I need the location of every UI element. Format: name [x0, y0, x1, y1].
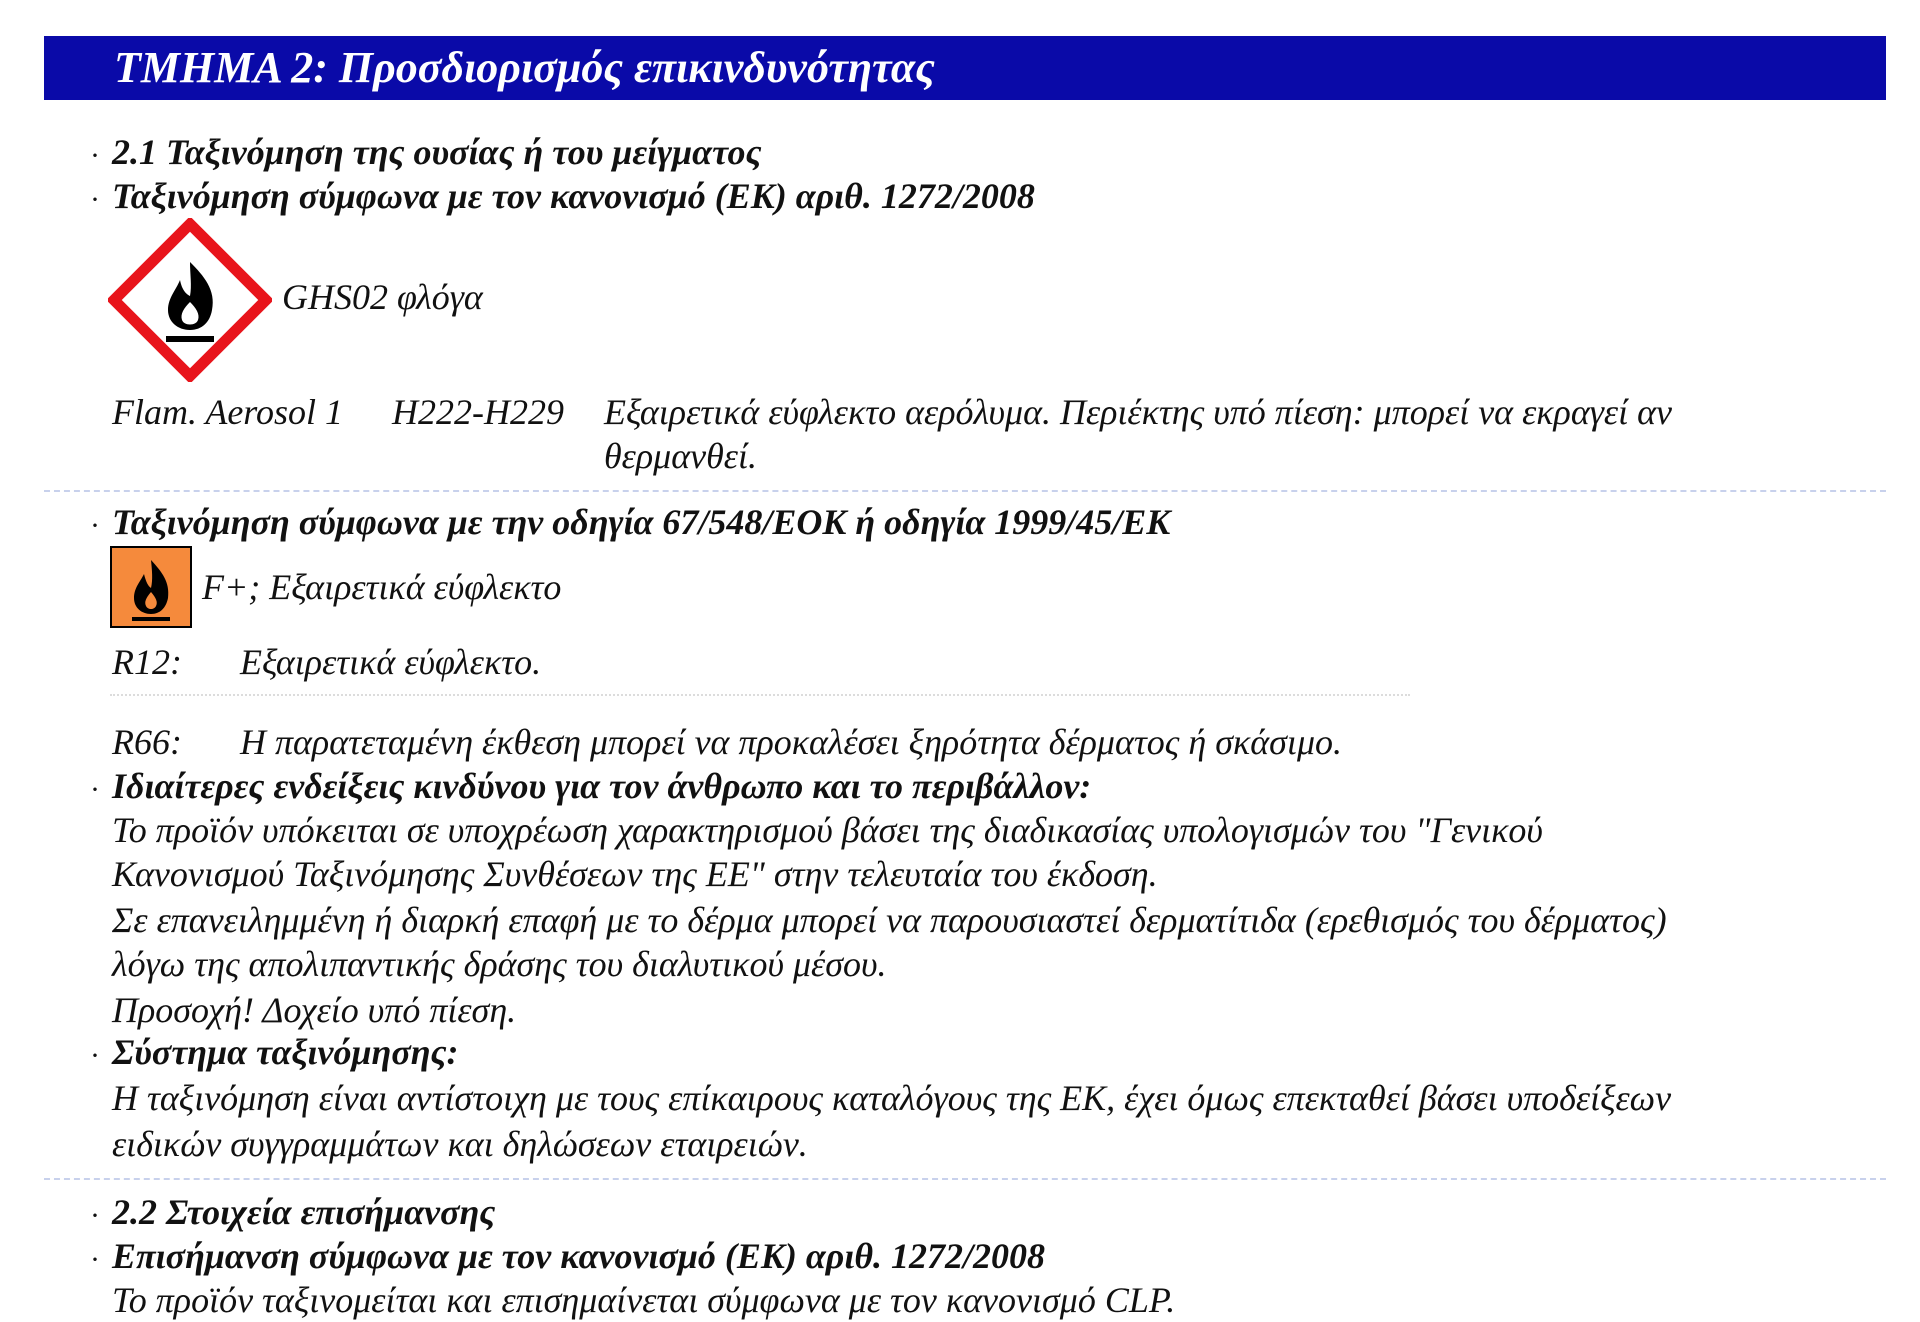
- row-divider: [110, 694, 1410, 696]
- hazard-codes: H222-H229: [392, 392, 564, 432]
- bullet: ·: [90, 183, 100, 216]
- bullet: ·: [90, 139, 100, 172]
- clp-classification-heading: Ταξινόμηση σύμφωνα με τον κανονισμό (ΕΚ) αριθ. 1272/2008: [112, 176, 1035, 216]
- hazard-text-line1: Εξαιρετικά εύφλεκτο αερόλυμα. Περιέκτης υπό πίεση: μπορεί να εκραγεί αν: [604, 392, 1672, 432]
- flame-diamond-icon: [108, 218, 272, 382]
- bullet: ·: [90, 1039, 100, 1072]
- bullet: ·: [90, 773, 100, 806]
- section-header: [44, 36, 1886, 100]
- special-hazards-line: Σε επανειλημμένη ή διαρκή επαφή με το δέρμα μπορεί να παρουσιαστεί δερματίτιδα (ερεθισμός του δέρματος): [112, 900, 1667, 940]
- classification-system-line: ειδικών συγγραμμάτων και δηλώσεων εταιρειών.: [112, 1124, 808, 1164]
- ghs-pictogram-label: GHS02 φλόγα: [282, 277, 483, 317]
- labelling-heading: 2.2 Στοιχεία επισήμανσης: [112, 1192, 496, 1232]
- special-hazards-line: Το προϊόν υπόκειται σε υποχρέωση χαρακτηρισμού βάσει της διαδικασίας υπολογισμών του "Γενικού: [112, 810, 1543, 850]
- section-divider: [44, 1178, 1886, 1180]
- bullet: ·: [90, 509, 100, 542]
- dsd-pictogram-label: F+; Εξαιρετικά εύφλεκτο: [202, 567, 562, 607]
- dsd-classification-heading: Ταξινόμηση σύμφωνα με την οδηγία 67/548/ΕΟΚ ή οδηγία 1999/45/ΕΚ: [112, 502, 1171, 542]
- r-phrase-code: R12:: [112, 642, 182, 682]
- classification-system-line: Η ταξινόμηση είναι αντίστοιχη με τους επίκαιρους καταλόγους της ΕΚ, έχει όμως επεκταθεί βάσει υποδείξεων: [112, 1078, 1672, 1118]
- special-hazards-line: Προσοχή! Δοχείο υπό πίεση.: [112, 990, 517, 1030]
- bullet: ·: [90, 1199, 100, 1232]
- clp-labelling-heading: Επισήμανση σύμφωνα με τον κανονισμό (ΕΚ) αριθ. 1272/2008: [112, 1236, 1046, 1276]
- r-phrase-text: Η παρατεταμένη έκθεση μπορεί να προκαλέσει ξηρότητα δέρματος ή σκάσιμο.: [240, 722, 1343, 762]
- classification-system-heading: Σύστημα ταξινόμησης:: [112, 1032, 459, 1072]
- flame-square-icon: [110, 546, 192, 628]
- special-hazards-line: Κανονισμού Ταξινόμησης Συνθέσεων της ΕΕ" στην τελευταία του έκδοση.: [112, 854, 1158, 894]
- clp-labelling-text: Το προϊόν ταξινομείται και επισημαίνεται σύμφωνα με τον κανονισμό CLP.: [112, 1280, 1176, 1320]
- section-title: ΤΜΗΜΑ 2: Προσδιορισμός επικινδυνότητας: [114, 43, 935, 92]
- bullet: ·: [90, 1243, 100, 1276]
- classification-heading: 2.1 Ταξινόμηση της ουσίας ή του μείγματος: [112, 132, 762, 172]
- section-divider: [44, 490, 1886, 492]
- hazard-text-line2: θερμανθεί.: [604, 436, 757, 476]
- special-hazards-line: λόγω της απολιπαντικής δράσης του διαλυτικού μέσου.: [112, 944, 887, 984]
- r-phrase-code: R66:: [112, 722, 182, 762]
- special-hazards-heading: Ιδιαίτερες ενδείξεις κινδύνου για τον άνθρωπο και το περιβάλλον:: [112, 766, 1092, 806]
- r-phrase-text: Εξαιρετικά εύφλεκτο.: [240, 642, 542, 682]
- hazard-class: Flam. Aerosol 1: [112, 392, 343, 432]
